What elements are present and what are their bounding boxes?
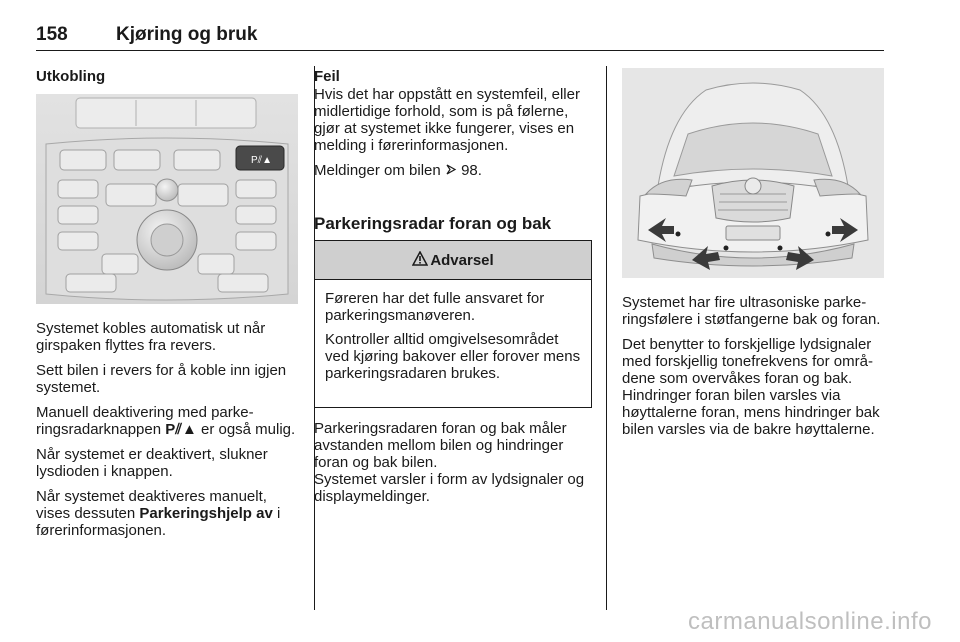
paragraph-message-shown — [36, 488, 302, 539]
warning-box — [314, 240, 592, 408]
warning-paragraph-responsibility: Føreren har det fulle ansvaret for parkeringsmanøveren. — [325, 290, 545, 324]
paragraph-radar-measures: Parkeringsradaren foran og bak måler avstanden mellom bilen og hindringer foran og bak bilen. — [314, 420, 567, 471]
watermark: carmanualsonline.info — [688, 608, 932, 635]
manual-deactivation-text: Manuell deaktivering med parkeringsradarknappen — [36, 404, 254, 438]
message-shown-text-end: i førerinformasjonen. — [36, 505, 281, 539]
reference-text: Meldinger om bilen — [314, 162, 441, 179]
reference-page: 98. — [461, 162, 482, 179]
paragraph-manual-deactivation — [36, 404, 302, 438]
message-parkeringshjelp-av: Parkeringshjelp av — [139, 505, 273, 522]
subheading-feil: Feil — [314, 68, 340, 85]
page-header — [36, 20, 884, 51]
warning-body — [315, 280, 591, 382]
left-column-text — [36, 320, 302, 539]
console-panel-illustration — [36, 94, 298, 304]
column-divider-right — [606, 66, 607, 610]
subheading-utkobling: Utkobling — [36, 68, 106, 85]
paragraph-reverse-reengage: Sett bilen i revers for å koble inn igjen systemet. — [36, 362, 287, 396]
section-title-parkeringsradar: Parkeringsradar foran og bak — [314, 214, 552, 233]
paragraph-auto-disengage: Systemet kobles automatisk ut når girspaken flyttes fra revers. — [36, 320, 266, 354]
reference-arrow-icon — [445, 163, 457, 180]
car-front-sensors-illustration — [622, 68, 884, 278]
manual-deactivation-text-end: er også mulig. — [200, 421, 296, 438]
middle-column-text — [314, 86, 592, 180]
paragraph-reference — [314, 162, 592, 180]
page-number: 158 — [36, 24, 68, 45]
middle-column-after-warning — [314, 420, 592, 505]
paragraph-two-signals: Det benytter to forskjellige lydsignaler med forskjellig tonefrekvens for områdene som overvåkes foran og bak. Hindringer foran bilen varsles via høyttalerne foran, mens hindringer bak bilen varsles via de bakre høyttalerne. — [622, 336, 880, 438]
paragraph-feil: Hvis det har oppstått en systemfeil, eller midlertidige forhold, som is på følerne, gjør at systemet ikke fungerer, vises en melding i førerinformasjonen. — [314, 86, 580, 154]
chapter-title: Kjøring og bruk — [116, 24, 258, 45]
park-button-symbol: P⫽▲ — [165, 421, 197, 438]
warning-paragraph-check-surroundings: Kontroller alltid omgivelsesområdet ved kjøring bakover eller forover mens parkeringsradaren brukes. — [325, 331, 581, 382]
warning-title: Advarsel — [430, 251, 494, 269]
paragraph-system-alerts: Systemet varsler i form av lydsignaler og displaymeldinger. — [314, 471, 585, 505]
right-column-text — [622, 294, 890, 438]
warning-header — [315, 241, 591, 280]
panel-park-button-label: P⫽▲ — [251, 155, 273, 166]
warning-triangle-icon — [412, 251, 428, 270]
paragraph-led-off: Når systemet er deaktivert, slukner lysdioden i knappen. — [36, 446, 268, 480]
message-shown-text: Når systemet deaktiveres manuelt, vises dessuten — [36, 488, 267, 522]
paragraph-four-sensors: Systemet har fire ultrasoniske parkeringsfølere i støtfangerne bak og foran. — [622, 294, 881, 328]
